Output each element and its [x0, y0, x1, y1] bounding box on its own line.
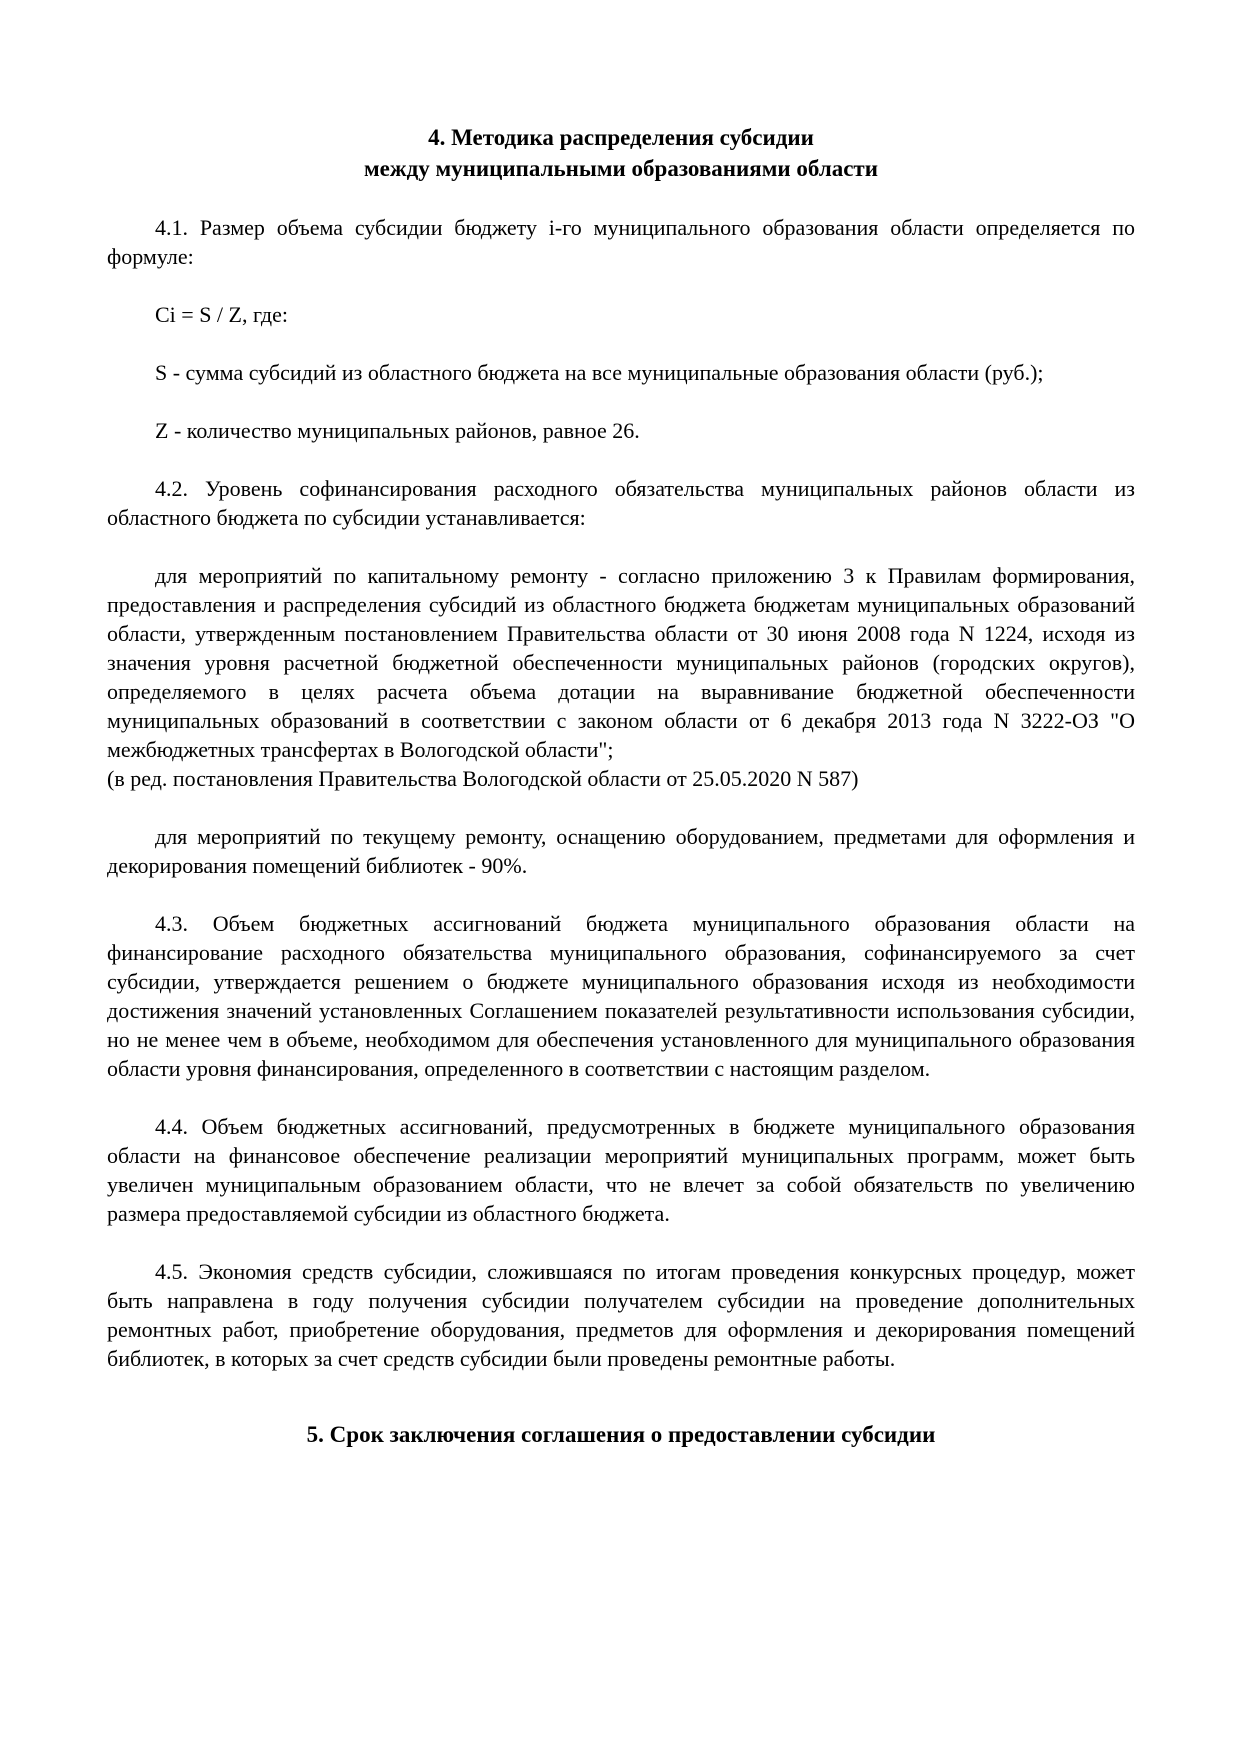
section-4-heading-line-1: 4. Методика распределения субсидии — [428, 125, 814, 150]
section-5-heading: 5. Срок заключения соглашения о предоставлении субсидии — [306, 1422, 936, 1447]
paragraph-4-5: 4.5. Экономия средств субсидии, сложившаяся по итогам проведения конкурсных процедур, может быть направлена в году получения субсидии получателем субсидии на проведение дополнительных ремонтных работ, приобретение оборудования, предметов для оформления и декорирования помещений библиотек, в которых за счет средств субсидии были проведены ремонтные работы. — [107, 1259, 1135, 1371]
formula-line: Ci = S / Z, где: — [155, 302, 288, 327]
section-4-heading — [107, 122, 1135, 184]
capital-repair-clause: для мероприятий по капитальному ремонту - согласно приложению 3 к Правилам формирования, предоставления и распределения субсидий из областного бюджета бюджетам муниципальных образований области, утвержденным постановлением Правительства области от 30 июня 2008 года N 1224, исходя из значения уровня расчетной бюджетной обеспеченности муниципальных районов (городских округов), определяемого в целях расчета объема дотации на выравнивание бюджетной обеспеченности муниципальных образований в соответствии с законом области от 6 декабря 2013 года N 3222-ОЗ "О межбюджетных трансфертах в Вологодской области"; — [107, 563, 1135, 762]
term-z-definition: Z - количество муниципальных районов, равное 26. — [155, 418, 640, 443]
current-repair-clause: для мероприятий по текущему ремонту, оснащению оборудованием, предметами для оформления и декорирования помещений библиотек - 90%. — [107, 824, 1135, 878]
term-s-definition: S - сумма субсидий из областного бюджета на все муниципальные образования области (руб.); — [155, 360, 1044, 385]
paragraph-4-2: 4.2. Уровень софинансирования расходного обязательства муниципальных районов области из областного бюджета по субсидии устанавливается: — [107, 476, 1135, 530]
paragraph-4-1: 4.1. Размер объема субсидии бюджету i-го муниципального образования области определяется по формуле: — [107, 215, 1135, 269]
section-4-heading-line-2: между муниципальными образованиями области — [364, 156, 878, 181]
amendment-note: (в ред. постановления Правительства Вологодской области от 25.05.2020 N 587) — [107, 766, 859, 791]
paragraph-4-3: 4.3. Объем бюджетных ассигнований бюджета муниципального образования области на финансирование расходного обязательства муниципального образования, софинансируемого за счет субсидии, утверждается решением о бюджете муниципального образования исходя из необходимости достижения значений установленных Соглашением показателей результативности использования субсидии, но не менее чем в объеме, необходимом для обеспечения установленного для муниципального образования области уровня финансирования, определенного в соответствии с настоящим разделом. — [107, 911, 1135, 1081]
paragraph-4-4: 4.4. Объем бюджетных ассигнований, предусмотренных в бюджете муниципального образования области на финансовое обеспечение реализации мероприятий муниципальных программ, может быть увеличен муниципальным образованием области, что не влечет за собой обязательств по увеличению размера предоставляемой субсидии из областного бюджета. — [107, 1114, 1135, 1226]
